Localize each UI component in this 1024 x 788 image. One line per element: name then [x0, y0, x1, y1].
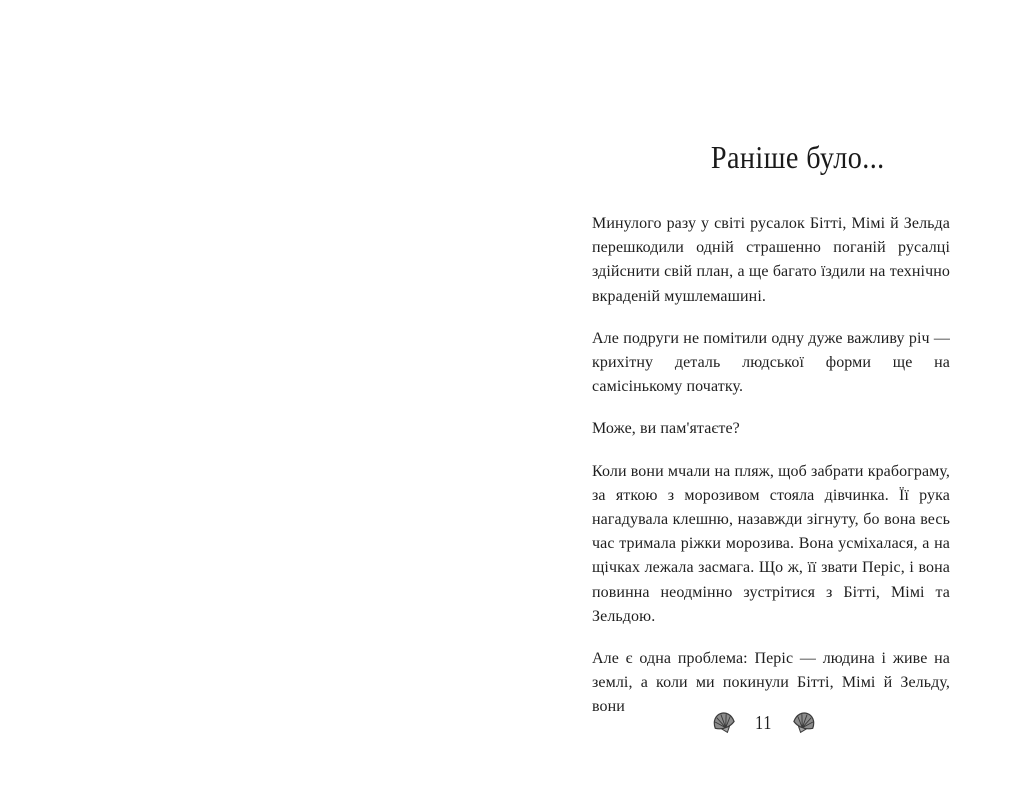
- page-footer: [709, 706, 819, 740]
- chapter-title: Раніше було...: [710, 139, 885, 175]
- paragraph-2: Але подруги не помітили одну дуже важливу річ — крихітну деталь людської форми ще на самісінькому початку.: [592, 329, 950, 396]
- paragraph-5: Але є одна проблема: Періс — людина і живе на землі, а коли ми покинули Бітті, Мімі й Зельду, вони: [592, 650, 950, 716]
- page-number: 11: [755, 711, 773, 734]
- seashell-icon: [709, 708, 739, 738]
- body-text: [592, 212, 950, 738]
- paragraph-3: Може, ви пам'ятаєте?: [592, 420, 740, 438]
- paragraph-1: Минулого разу у світі русалок Бітті, Мімі й Зельда перешкодили одній страшенно поганій русалці здійснити свій план, а ще багато їздили на технічно вкраденій мушлемашині.: [592, 215, 950, 305]
- paragraph-4: Коли вони мчали на пляж, щоб забрати крабограму, за яткою з морозивом стояла дівчинка. Її рука нагадувала клешню, назавжди зігнуту, бо вона весь час тримала ріжки морозива. Вона усміхалася, а на щічках лежала засмага. Що ж, її звати Періс, і вона повинна неодмінно зустрітися з Бітті, Мімі та Зельдою.: [592, 462, 950, 625]
- right-page: [512, 0, 1024, 788]
- seashell-icon: [789, 708, 819, 738]
